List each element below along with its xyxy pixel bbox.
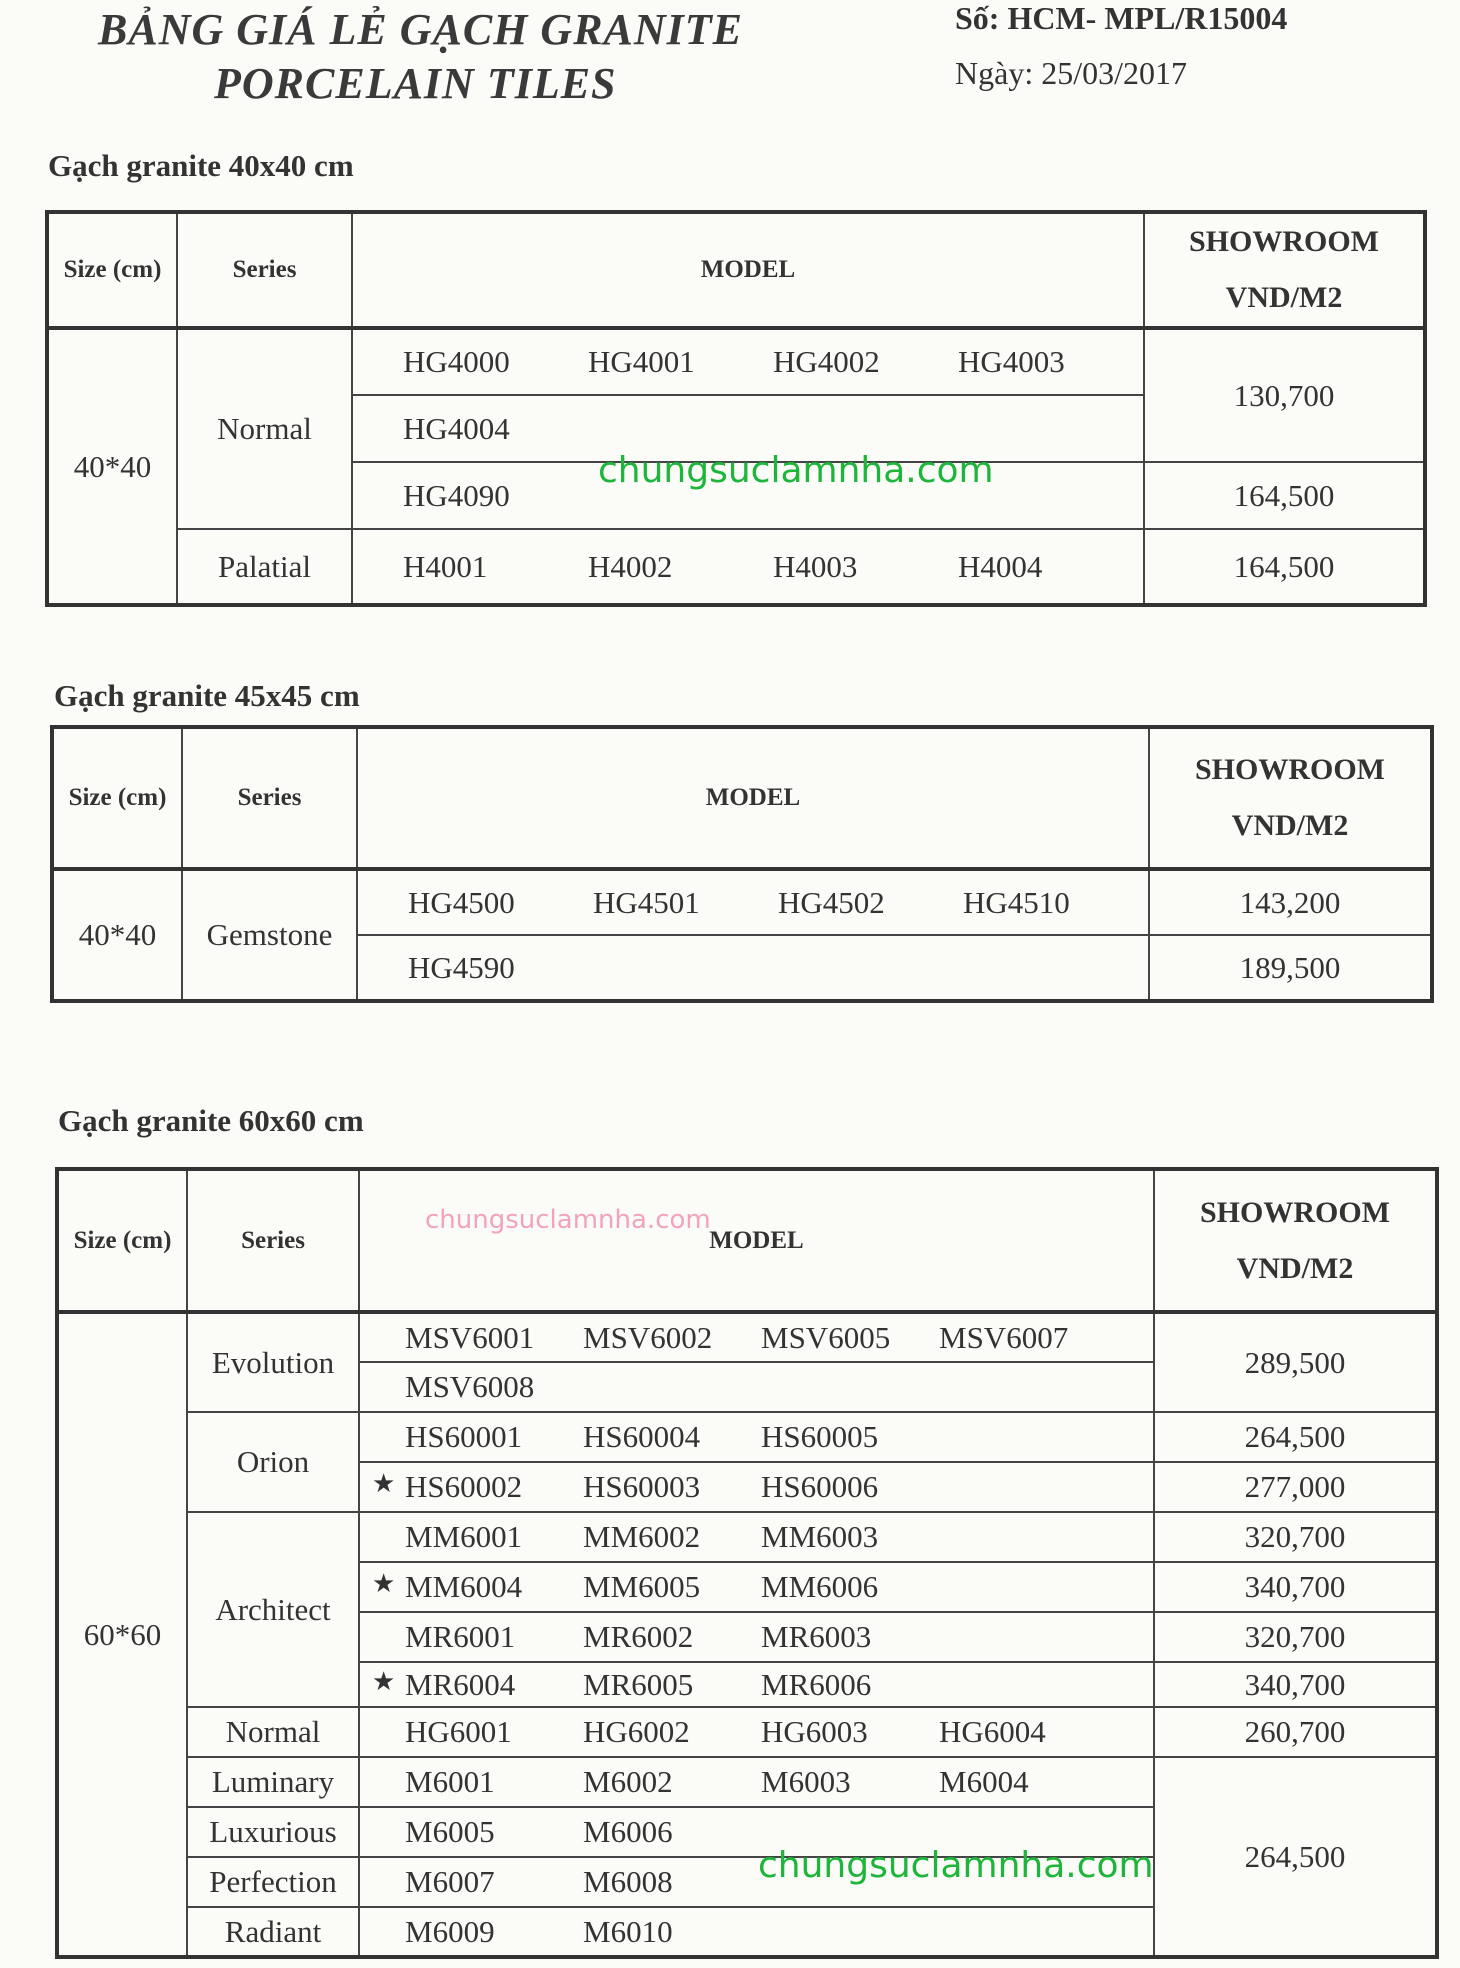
price-cell: 264,500 [1154, 1412, 1437, 1462]
price-cell: 189,500 [1149, 935, 1432, 1001]
watermark-text: chungsuclamnha.com [425, 1205, 711, 1235]
section-title-40x40: Gạch granite 40x40 cm [48, 148, 354, 183]
header-model: MODEL [352, 212, 1144, 328]
size-cell: 40*40 [52, 869, 182, 1001]
header-model: MODEL [357, 727, 1149, 869]
model-row: MSV6008 [359, 1362, 1154, 1412]
header-series: Series [182, 727, 357, 869]
section-title-45x45: Gạch granite 45x45 cm [54, 678, 360, 713]
price-cell: 340,700 [1154, 1662, 1437, 1707]
model-row: M6007 M6008 [359, 1857, 1154, 1907]
series-cell-palatial: Palatial [177, 529, 352, 605]
size-cell: 40*40 [47, 328, 177, 605]
model-row: M6005 M6006 [359, 1807, 1154, 1857]
star-icon: ★ [372, 1666, 396, 1696]
watermark-text: chungsuclamnha.com [598, 450, 994, 491]
series-cell-architect: Architect [187, 1512, 359, 1707]
header-size: Size (cm) [57, 1169, 187, 1312]
header-showroom: SHOWROOM VND/M2 [1149, 727, 1432, 869]
model-row: ★ HS60002 HS60003 HS60006 [359, 1462, 1154, 1512]
model-row: H4001 H4002 H4003 H4004 [352, 529, 1144, 605]
price-cell: 320,700 [1154, 1512, 1437, 1562]
price-table-60x60 [55, 1167, 1439, 1959]
model-row: HG4590 [357, 935, 1149, 1001]
header-size: Size (cm) [47, 212, 177, 328]
model-row: HG4090 [352, 462, 1144, 529]
header-showroom: SHOWROOM VND/M2 [1154, 1169, 1437, 1312]
series-cell-normal: Normal [177, 328, 352, 529]
section-title-60x60: Gạch granite 60x60 cm [58, 1103, 364, 1138]
model-row: MM6001 MM6002 MM6003 [359, 1512, 1154, 1562]
model-row: HG6001 HG6002 HG6003 HG6004 [359, 1707, 1154, 1757]
price-cell: 143,200 [1149, 869, 1432, 935]
series-cell-luminary: Luminary [187, 1757, 359, 1807]
price-cell: 130,700 [1144, 328, 1425, 462]
price-cell: 340,700 [1154, 1562, 1437, 1612]
document-number: Số: HCM- MPL/R15004 [955, 0, 1288, 36]
star-icon: ★ [372, 1569, 396, 1598]
document-subtitle: PORCELAIN TILES [214, 59, 617, 108]
model-row: HG4000 HG4001 HG4002 HG4003 [352, 328, 1144, 395]
model-row: ★ MR6004 MR6005 MR6006 [359, 1662, 1154, 1707]
price-cell: 164,500 [1144, 529, 1425, 605]
header-size: Size (cm) [52, 727, 182, 869]
header-series: Series [187, 1169, 359, 1312]
series-cell-orion: Orion [187, 1412, 359, 1512]
price-table-40x40 [45, 210, 1427, 607]
model-row: HS60001 HS60004 HS60005 [359, 1412, 1154, 1462]
series-cell-perfection: Perfection [187, 1857, 359, 1907]
price-table-45x45 [50, 725, 1434, 1003]
header-showroom: SHOWROOM VND/M2 [1144, 212, 1425, 328]
price-cell: 260,700 [1154, 1707, 1437, 1757]
series-cell-radiant: Radiant [187, 1907, 359, 1957]
series-cell-normal: Normal [187, 1707, 359, 1757]
model-row: MR6001 MR6002 MR6003 [359, 1612, 1154, 1662]
series-cell-gemstone: Gemstone [182, 869, 357, 1001]
model-row: HG4500 HG4501 HG4502 HG4510 [357, 869, 1149, 935]
model-row: M6009 M6010 [359, 1907, 1154, 1957]
price-cell: 277,000 [1154, 1462, 1437, 1512]
document-title: BẢNG GIÁ LẺ GẠCH GRANITE [98, 5, 744, 54]
price-cell: 320,700 [1154, 1612, 1437, 1662]
star-icon: ★ [372, 1469, 396, 1498]
size-cell: 60*60 [57, 1312, 187, 1957]
price-cell: 289,500 [1154, 1312, 1437, 1412]
series-cell-evolution: Evolution [187, 1312, 359, 1412]
header-series: Series [177, 212, 352, 328]
header-model: MODEL [359, 1169, 1154, 1312]
watermark-text: chungsuclamnha.com [758, 1845, 1154, 1886]
model-row: HG4004 [352, 395, 1144, 462]
price-cell: 164,500 [1144, 462, 1425, 529]
price-cell: 264,500 [1154, 1757, 1437, 1957]
document-date: Ngày: 25/03/2017 [955, 55, 1187, 91]
model-row: M6001 M6002 M6003 M6004 [359, 1757, 1154, 1807]
model-row: MSV6001 MSV6002 MSV6005 MSV6007 [359, 1312, 1154, 1362]
model-row: ★ MM6004 MM6005 MM6006 [359, 1562, 1154, 1612]
series-cell-luxurious: Luxurious [187, 1807, 359, 1857]
